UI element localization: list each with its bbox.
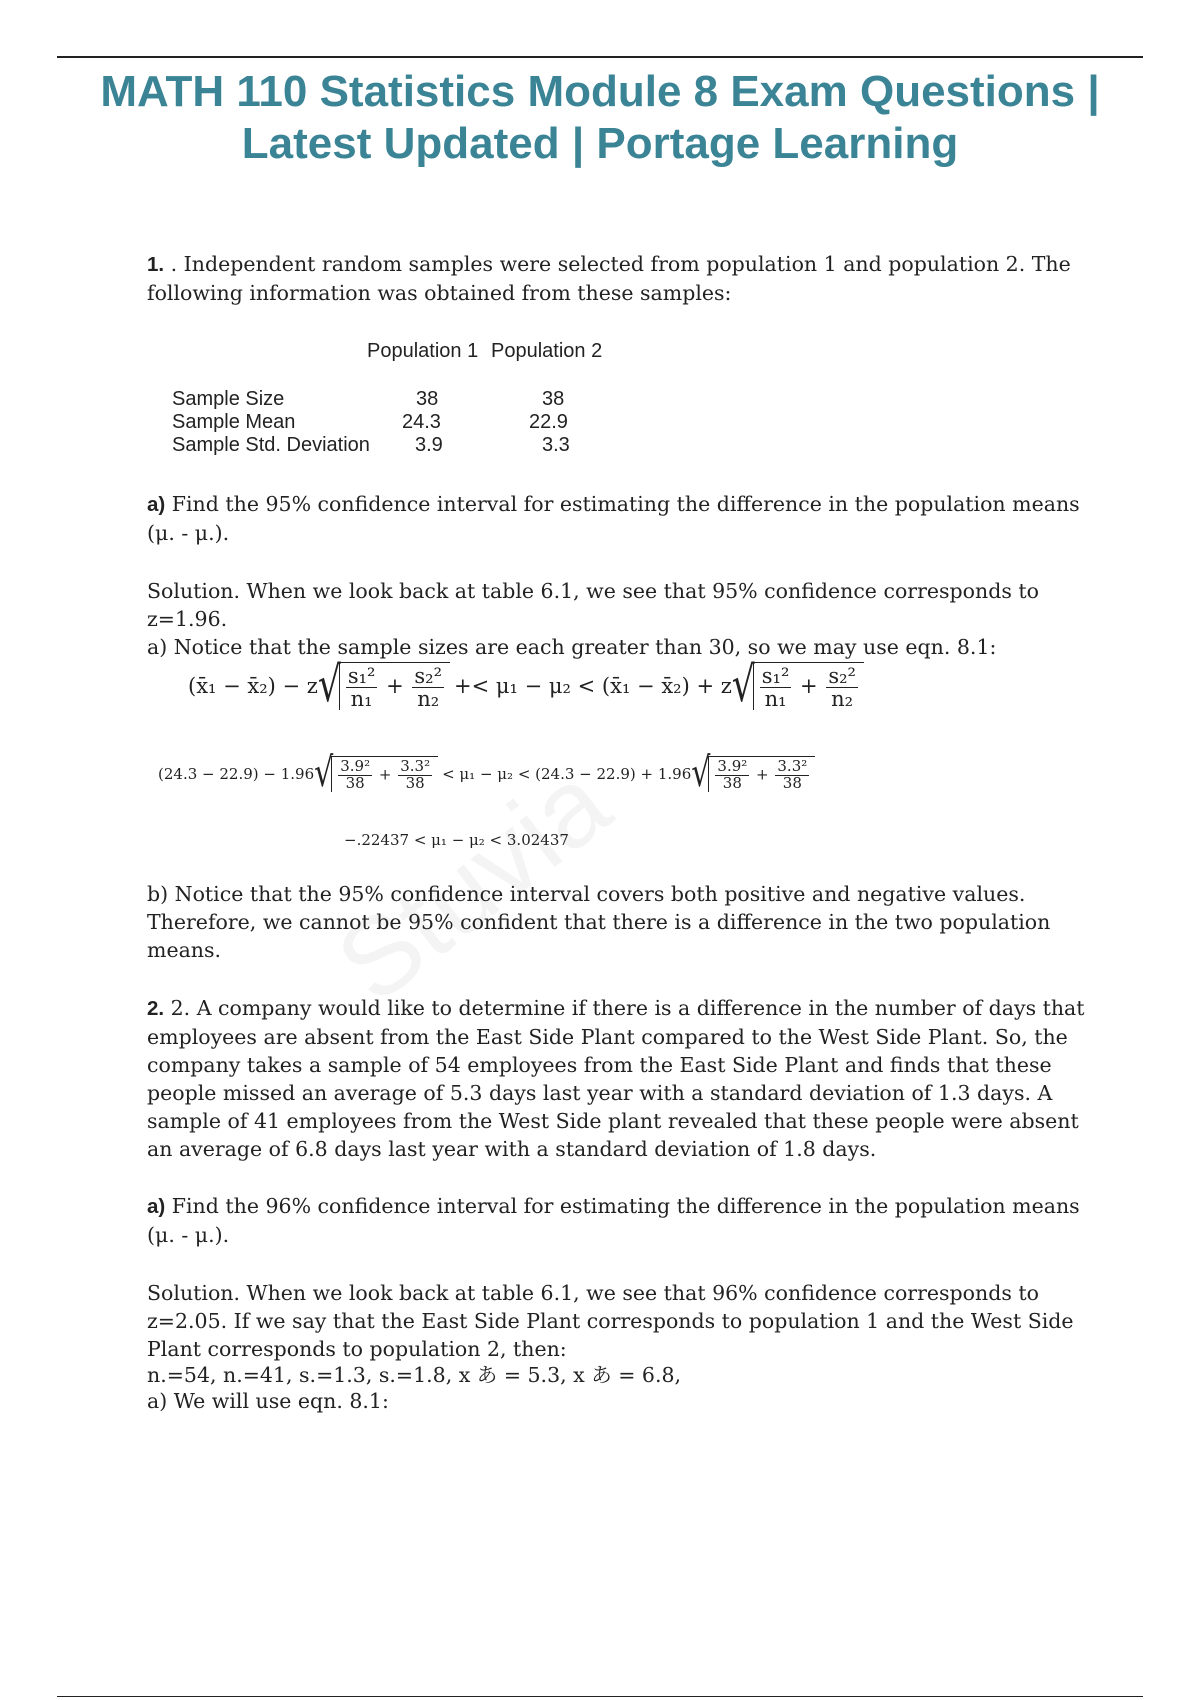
frac-num: s₁² (761, 664, 790, 688)
row-p2: 22.9 (529, 411, 568, 433)
formula-middle: +< μ₁ − μ₂ < (x̄₁ − x̄₂) + z (454, 674, 732, 699)
sqrt-icon: √ (317, 657, 341, 714)
frac-den: n₂ (831, 687, 854, 712)
frac-den: n₁ (764, 687, 787, 712)
q2-solution-text: Solution. When we look back at table 6.1, we see that 96% confidence corresponds to z=2.05. If we say that the East Side Plant corresponds to population 1 and the West Side Plant corresponds to population 2, then: (147, 1281, 1074, 1361)
radicand: $\frac{\text{3.9²}}{38}$ + $\frac{\text{3.3²}}{38}$ (708, 756, 815, 792)
q1-part-a-text: Find the 95% confidence interval for estimating the difference in the population means (μ. - μ.). (147, 492, 1080, 545)
formula-left: (x̄₁ − x̄₂) − z (188, 674, 318, 699)
row-label: Sample Std. Deviation (172, 434, 370, 456)
q1-notice-text: a) Notice that the sample sizes are each greater than 30, so we may use eqn. 8.1: (147, 635, 997, 659)
q1-substitution (158, 749, 815, 797)
row-p2: 3.3 (542, 434, 570, 456)
frac-den: n₁ (350, 687, 373, 712)
frac-den: 38 (405, 773, 425, 792)
q2-part-a-text: Find the 96% confidence interval for estimating the difference in the population means (μ. - μ.). (147, 1194, 1080, 1247)
q1-part-b-text: b) Notice that the 95% confidence interval covers both positive and negative values. Therefore, we cannot be 95% confident that there is a difference in the two population means. (147, 882, 1051, 962)
frac-den: 38 (722, 773, 742, 792)
radicand: $\frac{\text{3.9²}}{38}$ + $\frac{\text{3.3²}}{38}$ (331, 756, 438, 792)
sqrt-icon: √ (314, 749, 334, 797)
q2-use-eqn: a) We will use eqn. 8.1: (147, 1389, 389, 1413)
subst-left: (24.3 − 22.9) − 1.96 (158, 764, 315, 783)
table-row (172, 434, 632, 458)
frac-num: s₂² (414, 664, 443, 688)
subst-middle: < μ₁ − μ₂ < (24.3 − 22.9) + 1.96 (442, 764, 692, 783)
table-row (172, 388, 632, 412)
q1-part-a-label: a) (147, 493, 166, 516)
top-rule (57, 56, 1143, 58)
frac-num: 3.3² (400, 757, 431, 775)
q1-solution (147, 577, 1087, 661)
q2-intro-text: 2. A company would like to determine if there is a difference in the number of days that employees are absent from the East Side Plant compared to the West Side Plant. So, the company takes a sample of 54 employees from the East Side Plant and finds that these people missed an average of 5.3 days last year with a standard deviation of 1.3 days. A sample of 41 employees from the West Side plant revealed that these people were absent an average of 6.8 days last year with a standard deviation of 1.8 days. (147, 996, 1085, 1161)
frac-num: 3.9² (717, 757, 748, 775)
q1-formula (188, 657, 864, 714)
formula-sqrt-2 (731, 657, 864, 714)
row-p1: 38 (416, 388, 439, 410)
radicand: $\frac{\text{s₁²}}{\text{n₁}}$ + $\frac{\text{s₂²}}{\text{n₂}}$ (339, 662, 450, 710)
frac-den: 38 (345, 773, 365, 792)
q2-part-a (147, 1192, 1087, 1249)
q1-intro-text: . Independent random samples were selected from population 1 and population 2. The following information was obtained from these samples: (147, 252, 1071, 305)
page-title: MATH 110 Statistics Module 8 Exam Questions | Latest Updated | Portage Learning (100, 67, 1100, 168)
table-header-pop1: Population 1 (367, 340, 479, 362)
sqrt-icon: √ (691, 749, 711, 797)
frac-den: n₂ (417, 687, 440, 712)
q1-part-b (147, 880, 1087, 964)
radicand: $\frac{\text{s₁²}}{\text{n₁}}$ + $\frac{\text{s₂²}}{\text{n₂}}$ (753, 662, 864, 710)
q1-intro (147, 250, 1087, 307)
q1-part-a (147, 490, 1087, 547)
q1-solution-text: Solution. When we look back at table 6.1, we see that 95% confidence corresponds to z=1.96. (147, 579, 1039, 631)
frac-num: 3.3² (777, 757, 808, 775)
q1-result: −.22437 < μ₁ − μ₂ < 3.02437 (344, 831, 569, 849)
subst-sqrt-2 (691, 749, 815, 797)
row-label: Sample Size (172, 388, 285, 410)
table-header-pop2: Population 2 (491, 340, 603, 362)
q1-number: 1. (147, 253, 165, 276)
row-p2: 38 (542, 388, 565, 410)
q2-intro (147, 994, 1087, 1163)
table-row (172, 411, 632, 435)
frac-num: s₂² (828, 664, 856, 688)
q2-number: 2. (147, 997, 165, 1020)
row-p1: 24.3 (402, 411, 441, 433)
q2-part-a-label: a) (147, 1195, 166, 1218)
row-p1: 3.9 (415, 434, 443, 456)
sqrt-icon: √ (731, 657, 755, 714)
formula-sqrt-1 (317, 657, 450, 714)
q2-values: n.=54, n.=41, s.=1.3, s.=1.8, x あ = 5.3, x あ = 6.8, (147, 1363, 682, 1387)
frac-num: s₁² (347, 664, 376, 688)
row-label: Sample Mean (172, 411, 296, 433)
q2-solution (147, 1279, 1087, 1415)
frac-num: 3.9² (340, 757, 371, 775)
frac-den: 38 (782, 773, 802, 792)
bottom-rule (57, 1696, 1143, 1697)
subst-sqrt-1 (314, 749, 438, 797)
